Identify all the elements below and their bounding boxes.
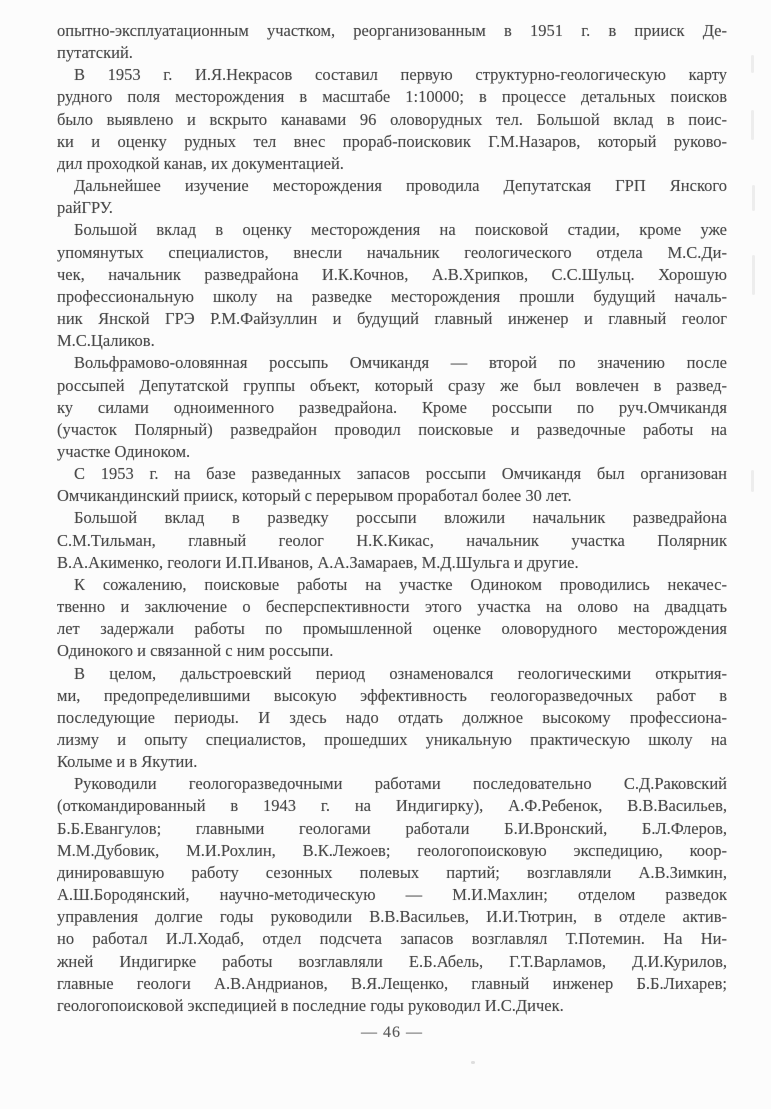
text-line: управления долгие годы руководили В.В.Васильев, И.И.Тютрин, в отделе актив- bbox=[57, 907, 727, 927]
text-line: ми, предопределившими высокую эффективность геологоразведочных работ в bbox=[57, 685, 727, 705]
paragraph bbox=[57, 574, 727, 663]
text-line: геологопоисковой экспедицией в последние годы руководил И.С.Дичек. bbox=[57, 995, 564, 1015]
text-line: Большой вклад в оценку месторождения на поисковой стадии, кроме уже bbox=[74, 220, 727, 240]
text-line: лет задержали работы по промышленной оценке оловорудного месторождения bbox=[57, 619, 727, 639]
scan-artifact bbox=[752, 185, 755, 211]
text-line: дил проходкой канав, их документацией. bbox=[57, 153, 344, 173]
text-line: лизму и опыту специалистов, прошедших уникальную практическую школу на bbox=[57, 730, 727, 749]
scan-artifact bbox=[751, 110, 754, 140]
text-line: упомянутых специалистов, внесли начальник геологического отдела М.С.Ди- bbox=[57, 242, 727, 262]
text-line: (участок Полярный) разведрайон проводил поисковые и разведочные работы на bbox=[57, 419, 727, 439]
text-line: опытно-эксплуатационным участком, реорганизованным в 1951 г. в прииск Де- bbox=[57, 21, 727, 40]
text-line: ник Янской ГРЭ Р.М.Файзуллин и будущий главный инженер и главный геолог bbox=[57, 309, 727, 329]
text-line: С 1953 г. на базе разведанных запасов россыпи Омчикандя был организован bbox=[74, 464, 727, 484]
paragraph bbox=[57, 507, 727, 573]
text-line: М.М.Дубовик, М.И.Рохлин, В.К.Лежоев; геологопоисковую экспедицию, коор- bbox=[57, 840, 727, 860]
text-block bbox=[57, 20, 727, 1017]
text-line: россыпей Депутатской группы объект, который сразу же был вовлечен в развед- bbox=[57, 375, 727, 395]
text-line: ку силами одноименного разведрайона. Кроме россыпи по руч.Омчикандя bbox=[57, 397, 727, 417]
text-line: Большой вклад в разведку россыпи вложили начальник разведрайона bbox=[74, 508, 727, 528]
paragraph bbox=[57, 175, 727, 219]
text-line: жней Индигирке работы возглавляли Е.Б.Абель, Г.Т.Варламов, Д.И.Курилов, bbox=[57, 951, 727, 971]
text-line: В 1953 г. И.Я.Некрасов составил первую структурно-геологическую карту bbox=[74, 65, 727, 85]
text-line: участке Одиноком. bbox=[57, 441, 191, 461]
text-line: последующие периоды. И здесь надо отдать должное высокому профессиона- bbox=[57, 707, 727, 727]
scan-artifact bbox=[752, 255, 755, 295]
text-line: В целом, дальстроевский период ознаменовался геологическими открытия- bbox=[74, 663, 727, 683]
scan-artifact bbox=[751, 55, 754, 73]
paragraph bbox=[57, 20, 727, 64]
text-line: А.Ш.Бородянский, научно-методическую — М.И.Махлин; отделом разведок bbox=[57, 885, 727, 905]
text-line: динировавшую работу сезонных полевых партий; возглавляли А.В.Зимкин, bbox=[57, 862, 727, 882]
scan-artifact bbox=[751, 470, 754, 492]
paragraph bbox=[57, 219, 727, 352]
page-number: — 46 — bbox=[361, 1024, 423, 1041]
scan-artifact bbox=[471, 1061, 475, 1064]
paragraph bbox=[57, 64, 727, 175]
text-line: было выявлено и вскрыто канавами 96 оловорудных тел. Большой вклад в поис- bbox=[57, 109, 727, 129]
text-line: рудного поля месторождения в масштабе 1:10000; в процессе детальных поисков bbox=[57, 87, 727, 107]
text-line: Одинокого и связанной с ним россыпи. bbox=[57, 641, 334, 661]
text-line: профессиональную школу на разведке месторождения прошли будущий началь- bbox=[57, 286, 727, 306]
text-line: Дальнейшее изучение месторождения проводила Депутатская ГРП Янского bbox=[74, 176, 727, 196]
paragraph bbox=[57, 773, 727, 1017]
text-line: Руководили геологоразведочными работами последовательно С.Д.Раковский bbox=[74, 774, 727, 794]
text-line: М.С.Цаликов. bbox=[57, 331, 155, 351]
text-line: главные геологи А.В.Андрианов, В.Я.Лещенко, главный инженер Б.Б.Лихарев; bbox=[57, 973, 727, 993]
text-line: райГРУ. bbox=[57, 198, 113, 218]
text-line: чек, начальник разведрайона И.К.Кочнов, А.В.Хрипков, С.С.Шульц. Хорошую bbox=[57, 264, 727, 284]
paragraph bbox=[57, 352, 727, 463]
paragraph bbox=[57, 663, 727, 774]
text-line: Б.Б.Евангулов; главными геологами работали Б.И.Вронский, Б.Л.Флеров, bbox=[57, 818, 727, 838]
text-line: путатский. bbox=[57, 43, 133, 63]
text-line: В.А.Акименко, геологи И.П.Иванов, А.А.Замараев, М.Д.Шульга и другие. bbox=[57, 552, 579, 572]
text-line: Омчикандинский прииск, который с перерывом проработал более 30 лет. bbox=[57, 486, 572, 506]
text-line: Вольфрамово-оловянная россыпь Омчикандя — второй по значению после bbox=[74, 353, 727, 373]
text-line: Колыме и в Якутии. bbox=[57, 752, 198, 772]
text-line: но работал И.Л.Ходаб, отдел подсчета запасов возглавлял Т.Потемин. На Ни- bbox=[57, 929, 727, 949]
text-line: твенно и заключение о бесперспективности этого участка на олово на двадцать bbox=[57, 597, 727, 617]
text-line: С.М.Тильман, главный геолог Н.К.Кикас, начальник участка Полярник bbox=[57, 530, 727, 550]
paragraph bbox=[57, 463, 727, 507]
text-line: (откомандированный в 1943 г. на Индигирку), А.Ф.Ребенок, В.В.Васильев, bbox=[57, 796, 727, 816]
text-line: К сожалению, поисковые работы на участке Одиноком проводились некачес- bbox=[74, 574, 727, 594]
text-line: ки и оценку рудных тел внес прораб-поисковик Г.М.Назаров, который руково- bbox=[57, 131, 727, 151]
